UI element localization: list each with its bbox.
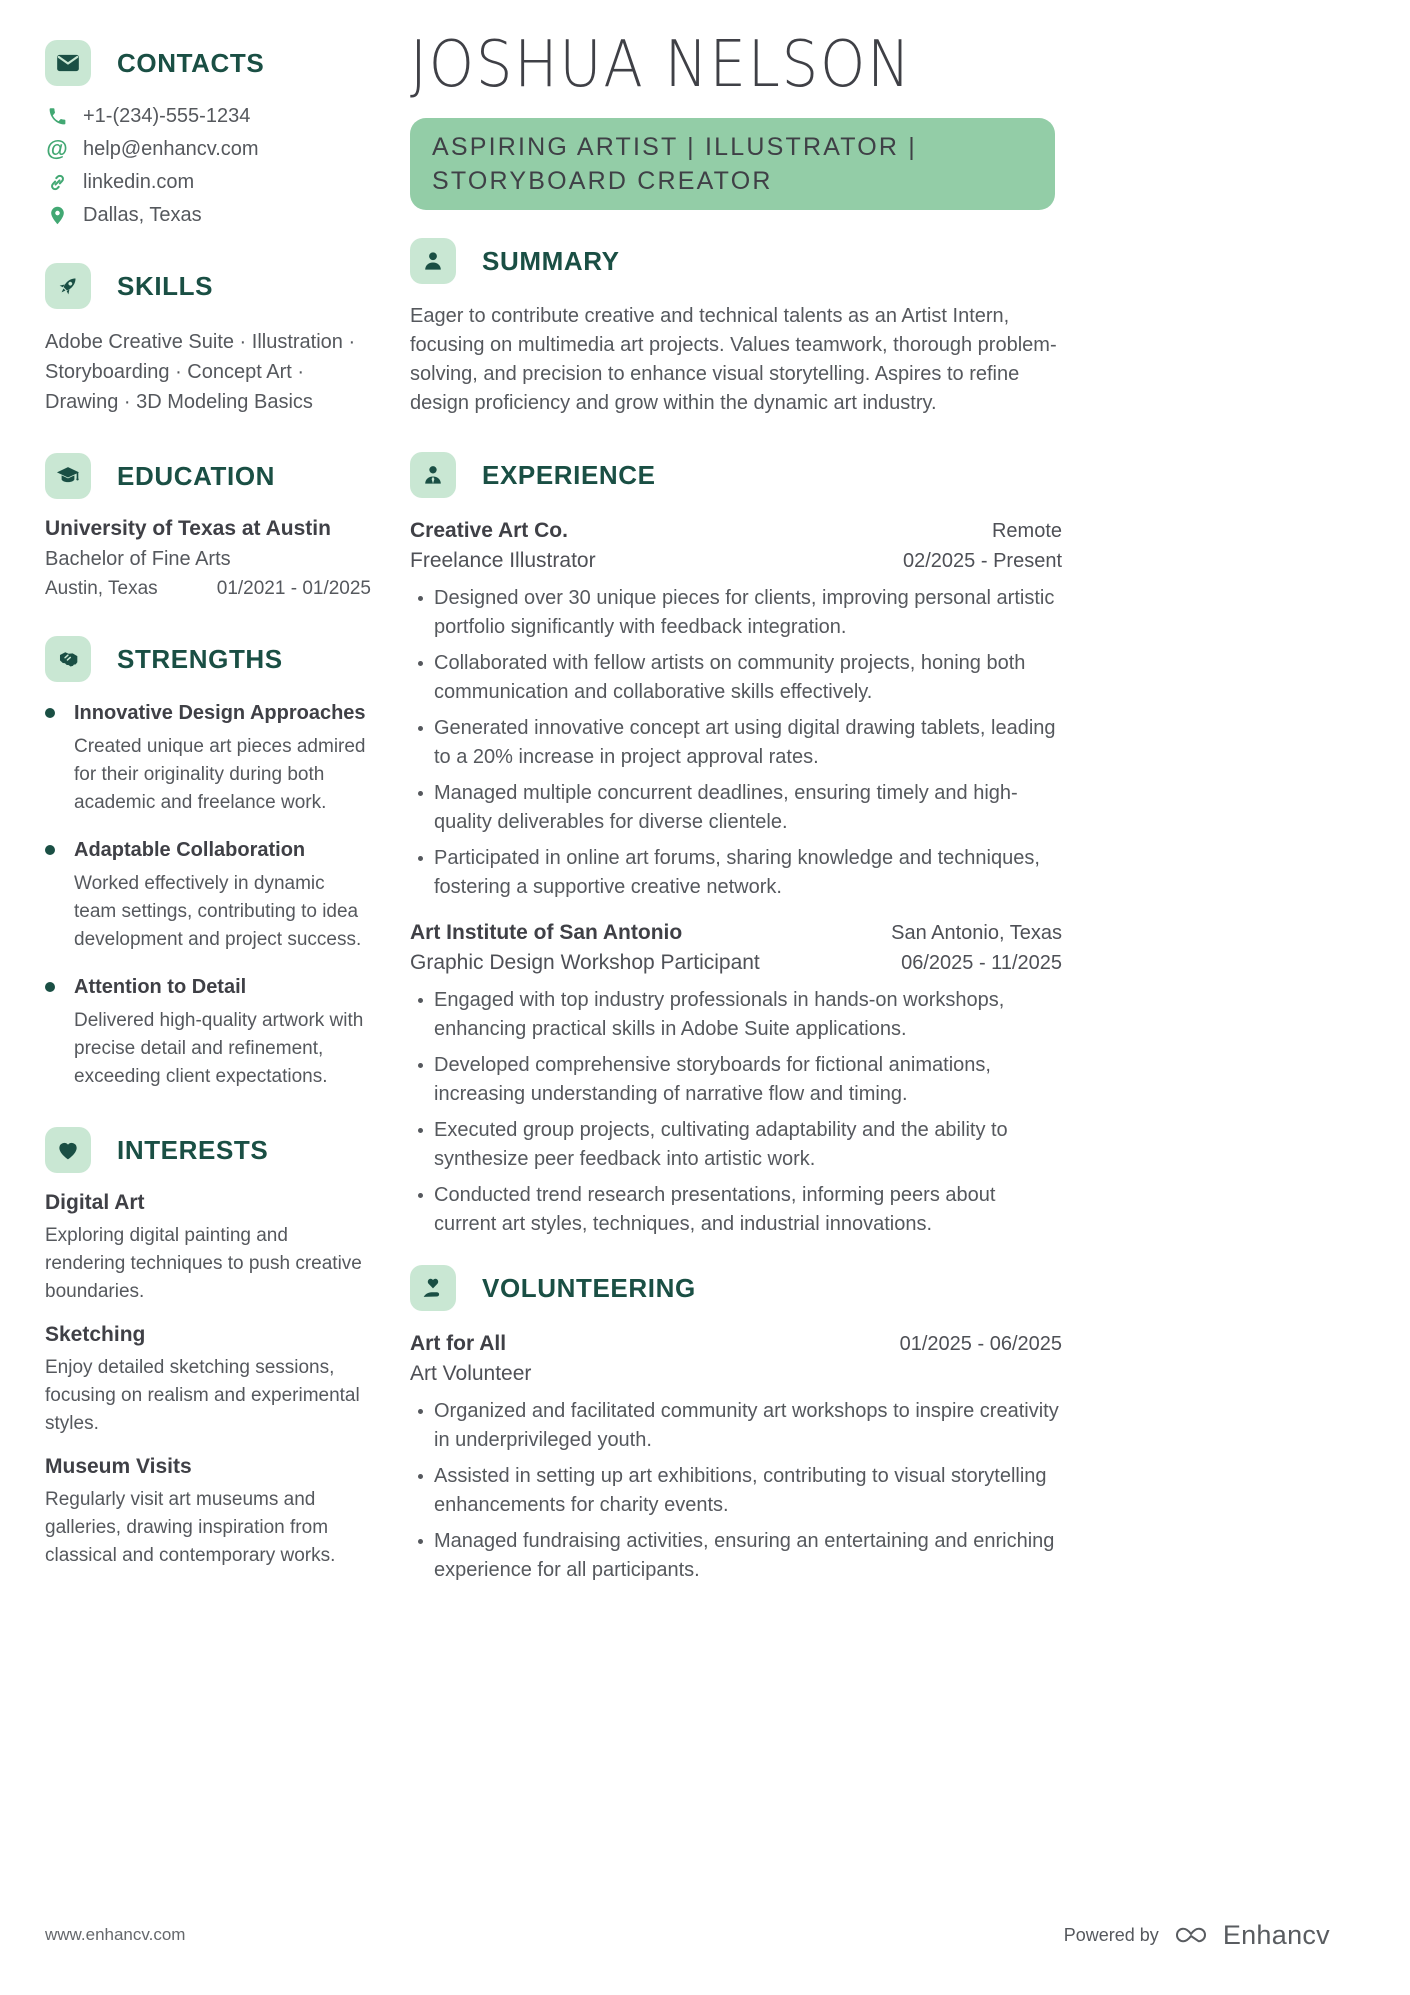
experience-bullet: Collaborated with fellow artists on community projects, honing both communication and collaborative skills effectively.: [434, 649, 1062, 707]
volunteering-heading: VOLUNTEERING: [482, 1272, 696, 1303]
summary-text: Eager to contribute creative and technical talents as an Artist Intern, focusing on multimedia art projects. Values teamwork, thorough problem-solving, and precision to enhance visual storytelling. Aspires to refine design proficiency and grow within the dynamic art industry.: [410, 305, 1057, 414]
phone-icon: [45, 104, 69, 128]
experience-role: Freelance Illustrator: [410, 549, 596, 572]
person-tie-icon: [410, 452, 456, 498]
interest-title: Digital Art: [45, 1191, 145, 1214]
strength-title: Adaptable Collaboration: [74, 839, 306, 861]
interests-heading: INTERESTS: [117, 1134, 269, 1165]
strength-item: [45, 974, 371, 1091]
interest-description: Enjoy detailed sketching sessions, focusing on realism and experimental styles.: [45, 1357, 360, 1434]
skills-header: [45, 263, 371, 309]
interests-section: [45, 1127, 371, 1570]
experience-entry: [410, 516, 1062, 902]
strengths-header: [45, 636, 371, 682]
bullet-dot-icon: [45, 708, 55, 718]
skills-heading: SKILLS: [117, 270, 214, 301]
strength-description: Worked effectively in dynamic team settings, contributing to idea development and project success.: [74, 873, 362, 950]
volunteering-header: [410, 1265, 1062, 1311]
footer-site-url[interactable]: www.enhancv.com: [45, 1925, 186, 1944]
contacts-header: [45, 40, 371, 86]
interest-title: Museum Visits: [45, 1455, 192, 1478]
experience-bullet: Participated in online art forums, sharing knowledge and techniques, fostering a supportive creative network.: [434, 844, 1062, 902]
volunteering-dates: 01/2025 - 06/2025: [899, 1333, 1062, 1355]
strength-title: Attention to Detail: [74, 976, 247, 998]
person-icon: [410, 238, 456, 284]
interest-item: [45, 1455, 371, 1570]
at-icon: @: [46, 136, 68, 161]
contacts-heading: CONTACTS: [117, 47, 265, 78]
summary-heading: SUMMARY: [482, 245, 620, 276]
job-title-badge: [410, 118, 1055, 210]
volunteering-section: [410, 1265, 1062, 1585]
interest-item: [45, 1191, 371, 1306]
experience-bullet: Developed comprehensive storyboards for fictional animations, increasing understanding of narrative flow and timing.: [434, 1051, 1062, 1109]
experience-company: Art Institute of San Antonio: [410, 921, 683, 944]
experience-heading: EXPERIENCE: [482, 459, 656, 490]
main-column: [410, 28, 1062, 1611]
interest-title: Sketching: [45, 1323, 146, 1346]
education-heading: EDUCATION: [117, 460, 276, 491]
enhancv-brand-text: Enhancv: [1222, 1920, 1330, 1950]
education-header: [45, 453, 371, 499]
experience-bullet: Executed group projects, cultivating adaptability and the ability to synthesize peer feedback into artistic work.: [434, 1116, 1062, 1174]
contact-email-text: help@enhancv.com: [83, 137, 259, 160]
education-entry: [45, 517, 371, 600]
bullet-dot-icon: [45, 845, 55, 855]
experience-bullet: Designed over 30 unique pieces for clients, improving personal artistic portfolio significantly with feedback integration.: [434, 584, 1062, 642]
location-icon: [45, 203, 69, 227]
experience-bullet-list: [410, 986, 1062, 1239]
hand-heart-icon: [410, 1265, 456, 1311]
contact-item-location: [45, 203, 371, 227]
skills-section: [45, 263, 371, 417]
experience-bullet: Generated innovative concept art using digital drawing tablets, leading to a 20% increase in project approval rates.: [434, 714, 1062, 772]
interest-description: Regularly visit art museums and galleries, drawing inspiration from classical and contemporary works.: [45, 1489, 336, 1566]
experience-bullet: Conducted trend research presentations, informing peers about current art styles, techniques, and industrial innovations.: [434, 1181, 1062, 1239]
job-title-line-2: STORYBOARD CREATOR: [432, 167, 773, 195]
strength-description: Created unique art pieces admired for their originality during both academic and freelance work.: [74, 736, 366, 813]
contacts-section: [45, 40, 371, 227]
volunteering-bullet: Assisted in setting up art exhibitions, contributing to visual storytelling enhancements for charity events.: [434, 1462, 1062, 1520]
strength-item: [45, 837, 371, 954]
experience-bullet-list: [410, 584, 1062, 902]
experience-dates: 02/2025 - Present: [903, 550, 1062, 572]
rocket-icon: [45, 263, 91, 309]
bullet-dot-icon: [45, 982, 55, 992]
sidebar: [45, 40, 371, 1606]
experience-header: [410, 452, 1062, 498]
education-degree: Bachelor of Fine Arts: [45, 548, 231, 570]
volunteering-bullet: Organized and facilitated community art workshops to inspire creativity in underprivileged youth.: [434, 1397, 1062, 1455]
strength-item: [45, 700, 371, 817]
education-section: [45, 453, 371, 600]
volunteering-entry: [410, 1329, 1062, 1585]
enhancv-logo-icon: [1171, 1921, 1211, 1951]
skills-text: Adobe Creative Suite · Illustration · Storyboarding · Concept Art · Drawing · 3D Modeling Basics: [45, 331, 356, 413]
envelope-icon: [45, 40, 91, 86]
experience-company: Creative Art Co.: [410, 519, 568, 542]
handshake-icon: [45, 636, 91, 682]
page-title: JOSHUA NELSON: [410, 28, 913, 102]
interest-description: Exploring digital painting and rendering techniques to push creative boundaries.: [45, 1225, 362, 1302]
powered-by-label: Powered by: [1063, 1925, 1159, 1945]
volunteering-organization: Art for All: [410, 1332, 507, 1355]
experience-bullet: Managed multiple concurrent deadlines, ensuring timely and high-quality deliverables for diverse clientele.: [434, 779, 1062, 837]
graduation-cap-icon: [45, 453, 91, 499]
job-title-line-1: ASPIRING ARTIST | ILLUSTRATOR |: [432, 133, 917, 161]
experience-location: Remote: [991, 520, 1062, 542]
volunteering-bullet: Managed fundraising activities, ensuring an entertaining and enriching experience for all participants.: [434, 1527, 1062, 1585]
strength-description: Delivered high-quality artwork with precise detail and refinement, exceeding client expectations.: [74, 1010, 364, 1087]
strengths-section: [45, 636, 371, 1091]
contact-phone-text: +1-(234)-555-1234: [83, 104, 251, 127]
education-location: Austin, Texas: [45, 578, 158, 599]
strengths-heading: STRENGTHS: [117, 643, 283, 674]
experience-section: [410, 452, 1062, 1239]
heart-icon: [45, 1127, 91, 1173]
experience-bullet: Engaged with top industry professionals in hands-on workshops, enhancing practical skills in Adobe Suite applications.: [434, 986, 1062, 1044]
interest-item: [45, 1323, 371, 1438]
contact-item-email[interactable]: [45, 137, 371, 161]
summary-section: [410, 238, 1062, 418]
education-dates: 01/2021 - 01/2025: [216, 578, 371, 599]
contact-list: [45, 104, 371, 227]
interests-header: [45, 1127, 371, 1173]
footer-brand-area[interactable]: [1064, 1920, 1330, 1951]
contact-item-phone[interactable]: [45, 104, 371, 128]
strength-title: Innovative Design Approaches: [74, 702, 366, 724]
experience-dates: 06/2025 - 11/2025: [901, 952, 1062, 974]
volunteering-role: Art Volunteer: [410, 1362, 532, 1385]
summary-header: [410, 238, 1062, 284]
contact-item-linkedin[interactable]: [45, 170, 371, 194]
volunteering-bullet-list: [410, 1397, 1062, 1585]
contact-location-text: Dallas, Texas: [83, 203, 202, 226]
education-school: University of Texas at Austin: [45, 517, 331, 540]
experience-location: San Antonio, Texas: [891, 922, 1062, 944]
contact-linkedin-text: linkedin.com: [83, 170, 195, 193]
experience-entry: [410, 918, 1062, 1239]
experience-role: Graphic Design Workshop Participant: [410, 951, 760, 974]
link-icon: [45, 170, 69, 194]
